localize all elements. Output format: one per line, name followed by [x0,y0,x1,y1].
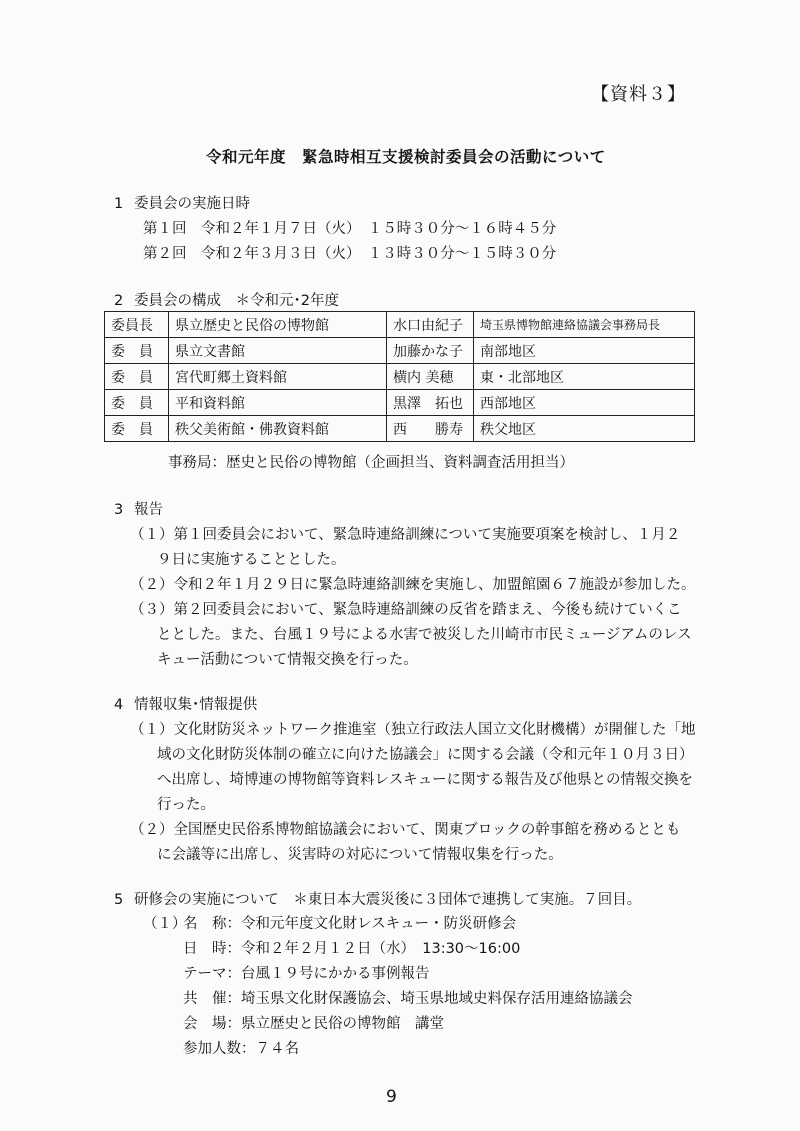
role-cell: 委 員 [105,390,169,416]
report-line: （３）第２回委員会において、緊急時連絡訓練の反省を踏まえ、今後も続けていくこ [130,602,682,618]
table-row [105,364,695,390]
training-detail: 参加人数：７４名 [183,1041,299,1057]
info-line: へ出席し、埼博連の博物館等資料レスキューに関する報告及び他県との情報交換を [157,772,694,788]
section-title: 報告 [134,502,163,518]
institution-cell: 秩父美術館・佛教資料館 [169,416,387,442]
section-number: 4 [114,697,124,713]
info-line: に会議等に出席し、災害時の対応について情報収集を行った。 [157,847,563,863]
member-name-cell: 黒澤 拓也 [387,390,474,416]
section-1-heading [114,192,250,213]
member-name-cell: 横内 美穂 [387,364,474,390]
member-name-cell: 水口由紀子 [387,312,474,338]
training-item-number: （１） [143,916,187,932]
area-cell: 埼玉県博物館連絡協議会事務局長 [474,312,695,338]
info-line: （２）全国歴史民俗系博物館協議会において、関東ブロックの幹事館を務めるととも [130,822,681,838]
report-line: ととした。また、台風１９号による水害で被災した川崎市市民ミュージアムのレス [157,627,692,643]
info-line: 域の文化財防災体制の確立に向けた協議会」に関する会議（令和元年１０月３日） [157,747,694,763]
area-cell: 秩父地区 [474,416,695,442]
role-cell: 委 員 [105,364,169,390]
section-title: 研修会の実施について ＊東日本大震災後に３団体で連携して実施。７回目。 [134,892,642,908]
report-line: キュー活動について情報交換を行った。 [157,652,418,668]
section-4-heading [114,693,257,714]
meeting-line-2: 第２回 令和２年３月３日（火） １３時３０分～１５時３０分 [143,246,557,262]
training-detail: 名 称：令和元年度文化財レスキュー・防災研修会 [183,916,517,932]
report-line: ９日に実施することとした。 [157,552,346,568]
area-cell: 東・北部地区 [474,364,695,390]
role-cell: 委 員 [105,338,169,364]
meeting-line-1: 第１回 令和２年１月７日（火） １５時３０分～１６時４５分 [143,221,557,237]
member-name-cell: 西 勝寿 [387,416,474,442]
table-row [105,416,695,442]
training-detail: テーマ：台風１９号にかかる事例報告 [183,966,430,982]
committee-members-table [104,311,695,442]
role-cell: 委員長 [105,312,169,338]
member-name-cell: 加藤かな子 [387,338,474,364]
area-cell: 西部地区 [474,390,695,416]
section-2-heading [114,289,339,310]
area-cell: 南部地区 [474,338,695,364]
training-detail: 共 催：埼玉県文化財保護協会、埼玉県地域史料保存活用連絡協議会 [183,991,633,1007]
secretariat-note: 事務局：歴史と民俗の博物館（企画担当、資料調査活用担当） [168,455,574,471]
section-number: 5 [114,892,124,908]
page-number: 9 [386,1087,397,1107]
document-title: 令和元年度 緊急時相互支援検討委員会の活動について [206,148,606,166]
institution-cell: 県立文書館 [169,338,387,364]
section-number: 3 [114,502,124,518]
role-cell: 委 員 [105,416,169,442]
info-line: 行った。 [157,797,215,813]
report-line: （２）令和２年１月２９日に緊急時連絡訓練を実施し、加盟館園６７施設が参加した。 [130,577,696,593]
institution-cell: 宮代町郷土資料館 [169,364,387,390]
table-row [105,390,695,416]
institution-cell: 平和資料館 [169,390,387,416]
table-row [105,312,695,338]
section-title: 情報収集･情報提供 [134,697,258,713]
document-tag: 【資料３】 [591,84,686,105]
institution-cell: 県立歴史と民俗の博物館 [169,312,387,338]
section-number: 1 [114,196,124,212]
training-detail: 会 場：県立歴史と民俗の博物館 講堂 [183,1016,444,1032]
training-detail: 日 時：令和２年２月１２日（水） 13:30～16:00 [183,941,521,957]
section-title: 委員会の構成 ＊令和元･2年度 [134,293,339,309]
section-number: 2 [114,293,124,309]
section-3-heading [114,498,163,519]
info-line: （１）文化財防災ネットワーク推進室（独立行政法人国立文化財機構）が開催した「地 [130,722,696,738]
report-line: （１）第１回委員会において、緊急時連絡訓練について実施要項案を検討し、１月２ [130,527,681,543]
section-title: 委員会の実施日時 [134,196,250,212]
section-5-heading [114,888,641,909]
table-row [105,338,695,364]
